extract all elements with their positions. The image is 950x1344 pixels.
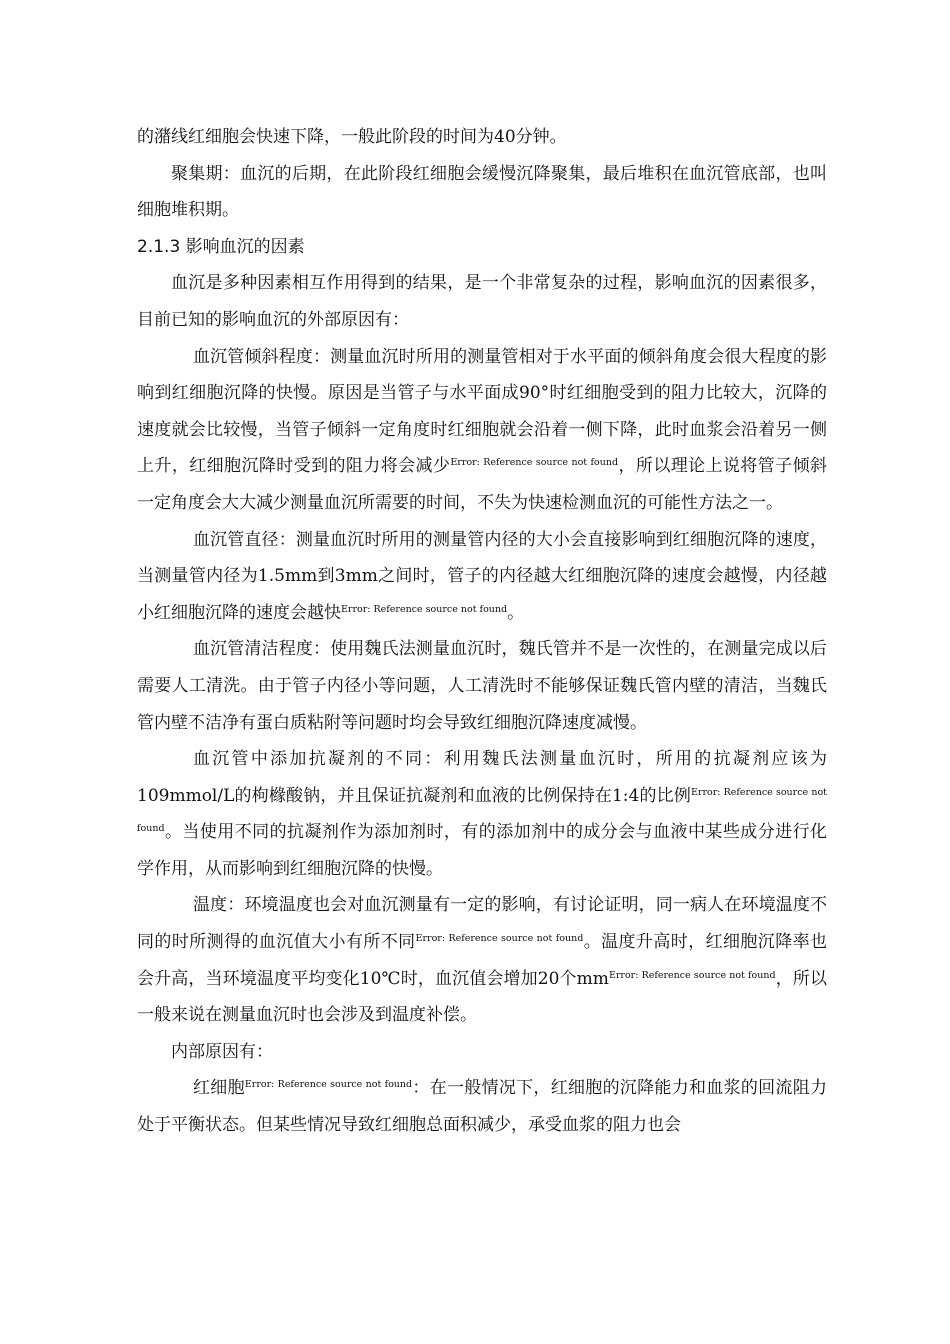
paragraph-tube-cleanliness: 血沉管清洁程度：使用魏氏法测量血沉时，魏氏管并不是一次性的，在测量完成以后需要人工清洗。由于管子内径小等问题，人工清洗时不能够保证魏氏管内壁的清洁，当魏氏管内壁不洁净有蛋白质粘附等问题时均会导致红细胞沉降速度减慢。	[137, 639, 827, 733]
reference-error: Error: Reference source not found	[244, 1079, 413, 1091]
reference-error: Error: Reference source not found	[415, 933, 584, 945]
paragraph-internal-causes: 内部原因有：	[171, 1041, 273, 1062]
paragraph-red-blood-cells: 红细胞$^{Error: Reference source not found}$：在一般情况下，红细胞的沉降能力和血浆的回流阻力处于平衡状态。但某些情况导致红细胞总面积减少，承受血浆的阻力也会	[137, 1078, 828, 1136]
paragraph-factors-intro: 血沉是多种因素相互作用得到的结果，是一个非常复杂的过程，影响血沉的因素很多，目前已知的影响血沉的外部原因有：	[137, 273, 827, 330]
body-text	[137, 119, 827, 1144]
reference-error: Error: Reference source not found	[450, 457, 619, 469]
paragraph-temperature: 温度：环境温度也会对血沉测量有一定的影响，有讨论证明，同一病人在环境温度不同的时所测得的血沉值大小有所不同$^{Error: Reference source not found}$。温度升高时，红细胞沉降率也会升高，当环境温度平均变化10℃时，血沉值会增加20个mm$^{Error: Reference source not found}$，所以一般来说在测量血沉时也会涉及到温度补偿。	[137, 895, 828, 1026]
paragraph-1: 的潴线红细胞会快速下降，一般此阶段的时间为40分钟。	[137, 127, 567, 147]
section-heading: 2.1.3 影响血沉的因素	[137, 236, 305, 257]
paragraph-anticoagulant: 血沉管中添加抗凝剂的不同：利用魏氏法测量血沉时，所用的抗凝剂应该为109mmol/L的枸橼酸钠，并且保证抗凝剂和血液的比例保持在1:4的比例$^{Error: Reference source not found}$。当使用不同的抗凝剂作为添加剂时，有的添加剂中的成分会与血液中某些成分进行化学作用，从而影响到红细胞沉降的快慢。	[137, 749, 827, 879]
paragraph-tube-diameter: 血沉管直径：测量血沉时所用的测量管内径的大小会直接影响到红细胞沉降的速度，当测量管内径为1.5mm到3mm之间时，管子的内径越大红细胞沉降的速度会越慢，内径越小红细胞沉降的速度会越快$^{Error: Reference source not found}$。	[137, 529, 827, 623]
reference-error: Error: Reference source not found	[137, 786, 827, 835]
reference-error: Error: Reference source not found	[608, 969, 776, 981]
paragraph-tube-tilt: 血沉管倾斜程度：测量血沉时所用的测量管相对于水平面的倾斜角度会很大程度的影响到红细胞沉降的快慢。原因是当管子与水平面成90°时红细胞受到的阻力比较大，沉降的速度就会比较慢，当管子倾斜一定角度时红细胞就会沿着一侧下降，此时血浆会沿着另一侧上升，红细胞沉降时受到的阻力将会减少$^{Error: Reference source not found}$，所以理论上说将管子倾斜一定角度会大大减少测量血沉所需要的时间，不失为快速检测血沉的可能性方法之一。	[137, 346, 828, 513]
reference-error: Error: Reference source not found	[341, 603, 508, 615]
paragraph-aggregation-phase: 聚集期：血沉的后期，在此阶段红细胞会缓慢沉降聚集，最后堆积在血沉管底部，也叫细胞堆积期。	[137, 163, 827, 221]
